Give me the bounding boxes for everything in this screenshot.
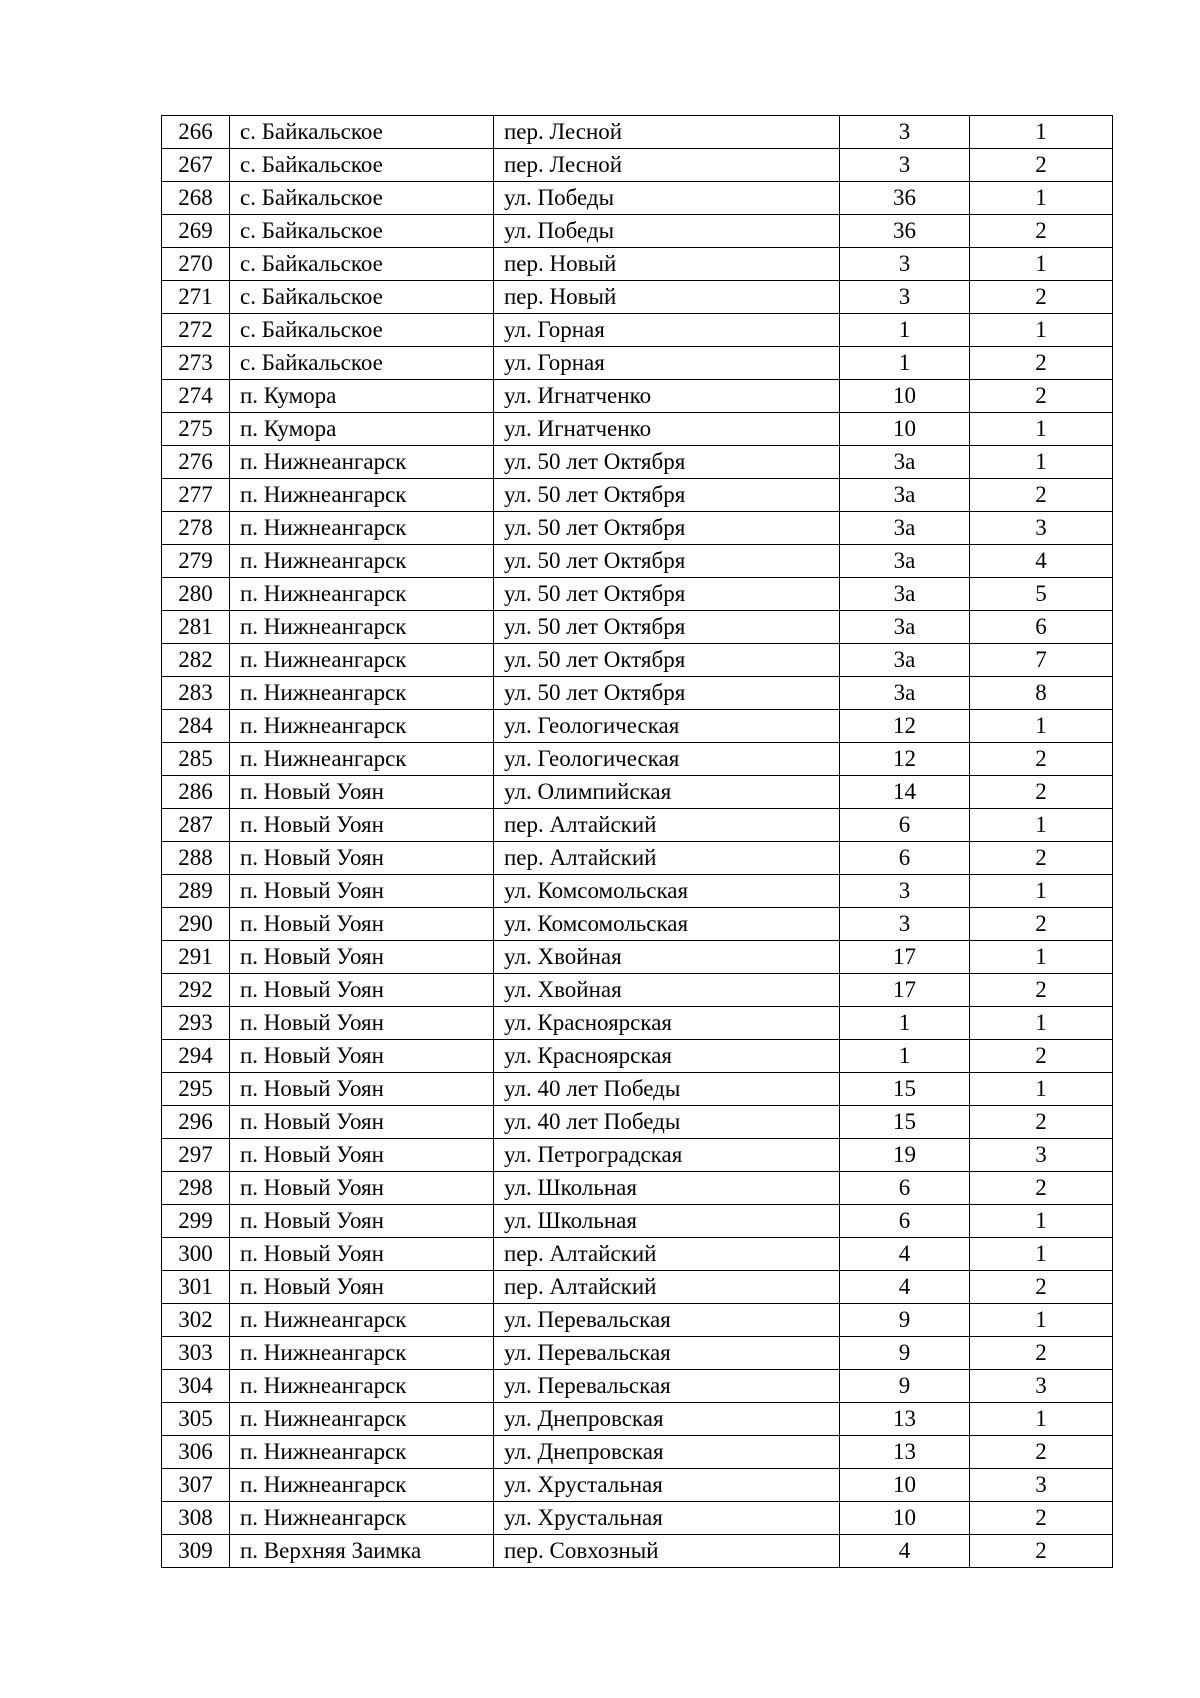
street-cell: ул. Комсомольская bbox=[494, 908, 840, 941]
locality-cell: п. Нижнеангарск bbox=[230, 743, 494, 776]
row-number-cell: 294 bbox=[162, 1040, 230, 1073]
house-number-cell: 9 bbox=[840, 1304, 970, 1337]
table-row bbox=[162, 215, 1113, 248]
table-row bbox=[162, 1040, 1113, 1073]
house-number-cell: 3а bbox=[840, 479, 970, 512]
apartment-number-cell: 1 bbox=[970, 710, 1113, 743]
row-number-cell: 275 bbox=[162, 413, 230, 446]
street-cell: ул. Победы bbox=[494, 215, 840, 248]
apartment-number-cell: 2 bbox=[970, 974, 1113, 1007]
street-cell: ул. Геологическая bbox=[494, 710, 840, 743]
street-cell: ул. Днепровская bbox=[494, 1436, 840, 1469]
apartment-number-cell: 5 bbox=[970, 578, 1113, 611]
apartment-number-cell: 2 bbox=[970, 1106, 1113, 1139]
locality-cell: п. Нижнеангарск bbox=[230, 446, 494, 479]
locality-cell: с. Байкальское bbox=[230, 116, 494, 149]
apartment-number-cell: 1 bbox=[970, 1403, 1113, 1436]
house-number-cell: 13 bbox=[840, 1403, 970, 1436]
table-row bbox=[162, 710, 1113, 743]
table-row bbox=[162, 1238, 1113, 1271]
house-number-cell: 1 bbox=[840, 1007, 970, 1040]
row-number-cell: 278 bbox=[162, 512, 230, 545]
street-cell: пер. Лесной bbox=[494, 116, 840, 149]
locality-cell: п. Новый Уоян bbox=[230, 776, 494, 809]
apartment-number-cell: 1 bbox=[970, 941, 1113, 974]
apartment-number-cell: 1 bbox=[970, 1073, 1113, 1106]
locality-cell: п. Нижнеангарск bbox=[230, 578, 494, 611]
street-cell: ул. 50 лет Октября bbox=[494, 644, 840, 677]
house-number-cell: 15 bbox=[840, 1106, 970, 1139]
row-number-cell: 279 bbox=[162, 545, 230, 578]
street-cell: ул. Хрустальная bbox=[494, 1502, 840, 1535]
apartment-number-cell: 2 bbox=[970, 380, 1113, 413]
house-number-cell: 36 bbox=[840, 182, 970, 215]
apartment-number-cell: 1 bbox=[970, 116, 1113, 149]
locality-cell: п. Нижнеангарск bbox=[230, 611, 494, 644]
table-row bbox=[162, 776, 1113, 809]
apartment-number-cell: 2 bbox=[970, 842, 1113, 875]
house-number-cell: 3 bbox=[840, 875, 970, 908]
locality-cell: п. Новый Уоян bbox=[230, 1172, 494, 1205]
street-cell: ул. Перевальская bbox=[494, 1337, 840, 1370]
locality-cell: п. Нижнеангарск bbox=[230, 677, 494, 710]
locality-cell: п. Нижнеангарск bbox=[230, 479, 494, 512]
table-row bbox=[162, 1172, 1113, 1205]
street-cell: пер. Новый bbox=[494, 248, 840, 281]
apartment-number-cell: 3 bbox=[970, 1139, 1113, 1172]
house-number-cell: 6 bbox=[840, 809, 970, 842]
row-number-cell: 280 bbox=[162, 578, 230, 611]
locality-cell: п. Новый Уоян bbox=[230, 1139, 494, 1172]
row-number-cell: 268 bbox=[162, 182, 230, 215]
street-cell: ул. Горная bbox=[494, 314, 840, 347]
row-number-cell: 283 bbox=[162, 677, 230, 710]
apartment-number-cell: 1 bbox=[970, 875, 1113, 908]
house-number-cell: 6 bbox=[840, 1172, 970, 1205]
locality-cell: п. Новый Уоян bbox=[230, 842, 494, 875]
row-number-cell: 273 bbox=[162, 347, 230, 380]
table-row bbox=[162, 908, 1113, 941]
row-number-cell: 267 bbox=[162, 149, 230, 182]
table-row bbox=[162, 347, 1113, 380]
row-number-cell: 305 bbox=[162, 1403, 230, 1436]
street-cell: ул. Комсомольская bbox=[494, 875, 840, 908]
street-cell: пер. Алтайский bbox=[494, 842, 840, 875]
apartment-number-cell: 2 bbox=[970, 347, 1113, 380]
street-cell: ул. Перевальская bbox=[494, 1304, 840, 1337]
house-number-cell: 3а bbox=[840, 611, 970, 644]
table-row bbox=[162, 1073, 1113, 1106]
locality-cell: с. Байкальское bbox=[230, 215, 494, 248]
house-number-cell: 6 bbox=[840, 1205, 970, 1238]
apartment-number-cell: 3 bbox=[970, 1469, 1113, 1502]
table-row bbox=[162, 1469, 1113, 1502]
house-number-cell: 3 bbox=[840, 248, 970, 281]
locality-cell: с. Байкальское bbox=[230, 314, 494, 347]
table-row bbox=[162, 116, 1113, 149]
table-row bbox=[162, 314, 1113, 347]
house-number-cell: 1 bbox=[840, 347, 970, 380]
house-number-cell: 17 bbox=[840, 941, 970, 974]
street-cell: пер. Алтайский bbox=[494, 1238, 840, 1271]
house-number-cell: 10 bbox=[840, 413, 970, 446]
street-cell: ул. Красноярская bbox=[494, 1040, 840, 1073]
house-number-cell: 12 bbox=[840, 743, 970, 776]
row-number-cell: 284 bbox=[162, 710, 230, 743]
house-number-cell: 4 bbox=[840, 1271, 970, 1304]
house-number-cell: 3а bbox=[840, 578, 970, 611]
table-row bbox=[162, 743, 1113, 776]
apartment-number-cell: 3 bbox=[970, 512, 1113, 545]
street-cell: ул. 40 лет Победы bbox=[494, 1106, 840, 1139]
house-number-cell: 3а bbox=[840, 644, 970, 677]
row-number-cell: 300 bbox=[162, 1238, 230, 1271]
table-row bbox=[162, 248, 1113, 281]
table-row bbox=[162, 1007, 1113, 1040]
table-row bbox=[162, 1205, 1113, 1238]
apartment-number-cell: 2 bbox=[970, 1172, 1113, 1205]
row-number-cell: 297 bbox=[162, 1139, 230, 1172]
street-cell: ул. Днепровская bbox=[494, 1403, 840, 1436]
table-row bbox=[162, 1502, 1113, 1535]
house-number-cell: 3а bbox=[840, 545, 970, 578]
locality-cell: п. Новый Уоян bbox=[230, 1238, 494, 1271]
house-number-cell: 10 bbox=[840, 1469, 970, 1502]
apartment-number-cell: 2 bbox=[970, 149, 1113, 182]
table-row bbox=[162, 1535, 1113, 1568]
row-number-cell: 271 bbox=[162, 281, 230, 314]
street-cell: ул. Хвойная bbox=[494, 974, 840, 1007]
apartment-number-cell: 2 bbox=[970, 776, 1113, 809]
apartment-number-cell: 2 bbox=[970, 1337, 1113, 1370]
locality-cell: п. Новый Уоян bbox=[230, 1073, 494, 1106]
row-number-cell: 303 bbox=[162, 1337, 230, 1370]
house-number-cell: 1 bbox=[840, 1040, 970, 1073]
street-cell: ул. Победы bbox=[494, 182, 840, 215]
table-row bbox=[162, 1403, 1113, 1436]
apartment-number-cell: 8 bbox=[970, 677, 1113, 710]
street-cell: ул. Игнатченко bbox=[494, 380, 840, 413]
apartment-number-cell: 2 bbox=[970, 1040, 1113, 1073]
house-number-cell: 6 bbox=[840, 842, 970, 875]
row-number-cell: 288 bbox=[162, 842, 230, 875]
house-number-cell: 3 bbox=[840, 908, 970, 941]
apartment-number-cell: 3 bbox=[970, 1370, 1113, 1403]
house-number-cell: 10 bbox=[840, 1502, 970, 1535]
locality-cell: п. Нижнеангарск bbox=[230, 512, 494, 545]
table-row bbox=[162, 842, 1113, 875]
locality-cell: п. Новый Уоян bbox=[230, 1205, 494, 1238]
locality-cell: с. Байкальское bbox=[230, 149, 494, 182]
house-number-cell: 4 bbox=[840, 1535, 970, 1568]
apartment-number-cell: 2 bbox=[970, 743, 1113, 776]
row-number-cell: 309 bbox=[162, 1535, 230, 1568]
row-number-cell: 299 bbox=[162, 1205, 230, 1238]
street-cell: ул. Горная bbox=[494, 347, 840, 380]
locality-cell: п. Кумора bbox=[230, 413, 494, 446]
table-row bbox=[162, 644, 1113, 677]
street-cell: ул. 50 лет Октября bbox=[494, 677, 840, 710]
street-cell: ул. 50 лет Октября bbox=[494, 611, 840, 644]
table-row bbox=[162, 149, 1113, 182]
house-number-cell: 10 bbox=[840, 380, 970, 413]
street-cell: ул. Перевальская bbox=[494, 1370, 840, 1403]
table-row bbox=[162, 578, 1113, 611]
house-number-cell: 9 bbox=[840, 1370, 970, 1403]
locality-cell: п. Нижнеангарск bbox=[230, 545, 494, 578]
street-cell: ул. 50 лет Октября bbox=[494, 512, 840, 545]
house-number-cell: 19 bbox=[840, 1139, 970, 1172]
locality-cell: п. Новый Уоян bbox=[230, 1106, 494, 1139]
apartment-number-cell: 1 bbox=[970, 1238, 1113, 1271]
housing-registry-table bbox=[161, 115, 1113, 1568]
street-cell: ул. Хвойная bbox=[494, 941, 840, 974]
table-row bbox=[162, 512, 1113, 545]
locality-cell: п. Нижнеангарск bbox=[230, 710, 494, 743]
row-number-cell: 287 bbox=[162, 809, 230, 842]
street-cell: ул. Геологическая bbox=[494, 743, 840, 776]
table-row bbox=[162, 809, 1113, 842]
house-number-cell: 14 bbox=[840, 776, 970, 809]
house-number-cell: 3а bbox=[840, 446, 970, 479]
locality-cell: п. Новый Уоян bbox=[230, 974, 494, 1007]
row-number-cell: 269 bbox=[162, 215, 230, 248]
locality-cell: с. Байкальское bbox=[230, 182, 494, 215]
row-number-cell: 277 bbox=[162, 479, 230, 512]
table-row bbox=[162, 611, 1113, 644]
street-cell: ул. 50 лет Октября bbox=[494, 446, 840, 479]
table-row bbox=[162, 446, 1113, 479]
row-number-cell: 276 bbox=[162, 446, 230, 479]
registry-table-body bbox=[162, 116, 1113, 1568]
locality-cell: п. Новый Уоян bbox=[230, 1271, 494, 1304]
table-row bbox=[162, 875, 1113, 908]
apartment-number-cell: 1 bbox=[970, 809, 1113, 842]
table-row bbox=[162, 1304, 1113, 1337]
house-number-cell: 4 bbox=[840, 1238, 970, 1271]
row-number-cell: 272 bbox=[162, 314, 230, 347]
locality-cell: п. Новый Уоян bbox=[230, 1007, 494, 1040]
row-number-cell: 295 bbox=[162, 1073, 230, 1106]
street-cell: пер. Лесной bbox=[494, 149, 840, 182]
house-number-cell: 36 bbox=[840, 215, 970, 248]
street-cell: ул. Петроградская bbox=[494, 1139, 840, 1172]
locality-cell: п. Кумора bbox=[230, 380, 494, 413]
house-number-cell: 3а bbox=[840, 512, 970, 545]
table-row bbox=[162, 1271, 1113, 1304]
table-row bbox=[162, 941, 1113, 974]
locality-cell: п. Нижнеангарск bbox=[230, 644, 494, 677]
house-number-cell: 15 bbox=[840, 1073, 970, 1106]
street-cell: ул. 50 лет Октября bbox=[494, 545, 840, 578]
locality-cell: п. Новый Уоян bbox=[230, 941, 494, 974]
apartment-number-cell: 1 bbox=[970, 446, 1113, 479]
street-cell: ул. Игнатченко bbox=[494, 413, 840, 446]
apartment-number-cell: 7 bbox=[970, 644, 1113, 677]
apartment-number-cell: 2 bbox=[970, 1502, 1113, 1535]
row-number-cell: 296 bbox=[162, 1106, 230, 1139]
table-row bbox=[162, 1106, 1113, 1139]
locality-cell: п. Нижнеангарск bbox=[230, 1304, 494, 1337]
row-number-cell: 266 bbox=[162, 116, 230, 149]
table-row bbox=[162, 545, 1113, 578]
street-cell: пер. Алтайский bbox=[494, 1271, 840, 1304]
house-number-cell: 3 bbox=[840, 116, 970, 149]
row-number-cell: 274 bbox=[162, 380, 230, 413]
house-number-cell: 17 bbox=[840, 974, 970, 1007]
street-cell: ул. 50 лет Октября bbox=[494, 479, 840, 512]
locality-cell: п. Нижнеангарск bbox=[230, 1436, 494, 1469]
row-number-cell: 298 bbox=[162, 1172, 230, 1205]
locality-cell: с. Байкальское bbox=[230, 248, 494, 281]
street-cell: ул. Школьная bbox=[494, 1205, 840, 1238]
locality-cell: п. Новый Уоян bbox=[230, 1040, 494, 1073]
table-row bbox=[162, 182, 1113, 215]
table-row bbox=[162, 1337, 1113, 1370]
apartment-number-cell: 1 bbox=[970, 248, 1113, 281]
apartment-number-cell: 1 bbox=[970, 314, 1113, 347]
street-cell: пер. Новый bbox=[494, 281, 840, 314]
house-number-cell: 1 bbox=[840, 314, 970, 347]
house-number-cell: 9 bbox=[840, 1337, 970, 1370]
street-cell: пер. Алтайский bbox=[494, 809, 840, 842]
street-cell: ул. Красноярская bbox=[494, 1007, 840, 1040]
house-number-cell: 13 bbox=[840, 1436, 970, 1469]
table-row bbox=[162, 974, 1113, 1007]
apartment-number-cell: 1 bbox=[970, 413, 1113, 446]
row-number-cell: 304 bbox=[162, 1370, 230, 1403]
row-number-cell: 307 bbox=[162, 1469, 230, 1502]
locality-cell: с. Байкальское bbox=[230, 347, 494, 380]
apartment-number-cell: 4 bbox=[970, 545, 1113, 578]
house-number-cell: 12 bbox=[840, 710, 970, 743]
locality-cell: п. Нижнеангарск bbox=[230, 1469, 494, 1502]
apartment-number-cell: 1 bbox=[970, 1007, 1113, 1040]
row-number-cell: 290 bbox=[162, 908, 230, 941]
locality-cell: п. Верхняя Заимка bbox=[230, 1535, 494, 1568]
table-row bbox=[162, 479, 1113, 512]
locality-cell: п. Нижнеангарск bbox=[230, 1403, 494, 1436]
row-number-cell: 286 bbox=[162, 776, 230, 809]
apartment-number-cell: 1 bbox=[970, 182, 1113, 215]
apartment-number-cell: 1 bbox=[970, 1304, 1113, 1337]
apartment-number-cell: 2 bbox=[970, 1436, 1113, 1469]
apartment-number-cell: 2 bbox=[970, 1535, 1113, 1568]
row-number-cell: 270 bbox=[162, 248, 230, 281]
apartment-number-cell: 2 bbox=[970, 908, 1113, 941]
locality-cell: п. Новый Уоян bbox=[230, 908, 494, 941]
locality-cell: п. Нижнеангарск bbox=[230, 1337, 494, 1370]
table-row bbox=[162, 1436, 1113, 1469]
apartment-number-cell: 2 bbox=[970, 215, 1113, 248]
table-row bbox=[162, 281, 1113, 314]
street-cell: ул. Школьная bbox=[494, 1172, 840, 1205]
house-number-cell: 3 bbox=[840, 281, 970, 314]
table-row bbox=[162, 380, 1113, 413]
street-cell: ул. Олимпийская bbox=[494, 776, 840, 809]
table-row bbox=[162, 413, 1113, 446]
locality-cell: п. Нижнеангарск bbox=[230, 1370, 494, 1403]
row-number-cell: 302 bbox=[162, 1304, 230, 1337]
street-cell: ул. 40 лет Победы bbox=[494, 1073, 840, 1106]
apartment-number-cell: 6 bbox=[970, 611, 1113, 644]
table-row bbox=[162, 1139, 1113, 1172]
row-number-cell: 301 bbox=[162, 1271, 230, 1304]
table-row bbox=[162, 1370, 1113, 1403]
street-cell: ул. 50 лет Октября bbox=[494, 578, 840, 611]
row-number-cell: 285 bbox=[162, 743, 230, 776]
row-number-cell: 292 bbox=[162, 974, 230, 1007]
row-number-cell: 291 bbox=[162, 941, 230, 974]
row-number-cell: 289 bbox=[162, 875, 230, 908]
row-number-cell: 282 bbox=[162, 644, 230, 677]
apartment-number-cell: 1 bbox=[970, 1205, 1113, 1238]
row-number-cell: 306 bbox=[162, 1436, 230, 1469]
row-number-cell: 281 bbox=[162, 611, 230, 644]
apartment-number-cell: 2 bbox=[970, 1271, 1113, 1304]
locality-cell: п. Новый Уоян bbox=[230, 809, 494, 842]
house-number-cell: 3 bbox=[840, 149, 970, 182]
street-cell: ул. Хрустальная bbox=[494, 1469, 840, 1502]
locality-cell: п. Новый Уоян bbox=[230, 875, 494, 908]
row-number-cell: 293 bbox=[162, 1007, 230, 1040]
row-number-cell: 308 bbox=[162, 1502, 230, 1535]
apartment-number-cell: 2 bbox=[970, 281, 1113, 314]
apartment-number-cell: 2 bbox=[970, 479, 1113, 512]
locality-cell: п. Нижнеангарск bbox=[230, 1502, 494, 1535]
house-number-cell: 3а bbox=[840, 677, 970, 710]
table-row bbox=[162, 677, 1113, 710]
street-cell: пер. Совхозный bbox=[494, 1535, 840, 1568]
locality-cell: с. Байкальское bbox=[230, 281, 494, 314]
